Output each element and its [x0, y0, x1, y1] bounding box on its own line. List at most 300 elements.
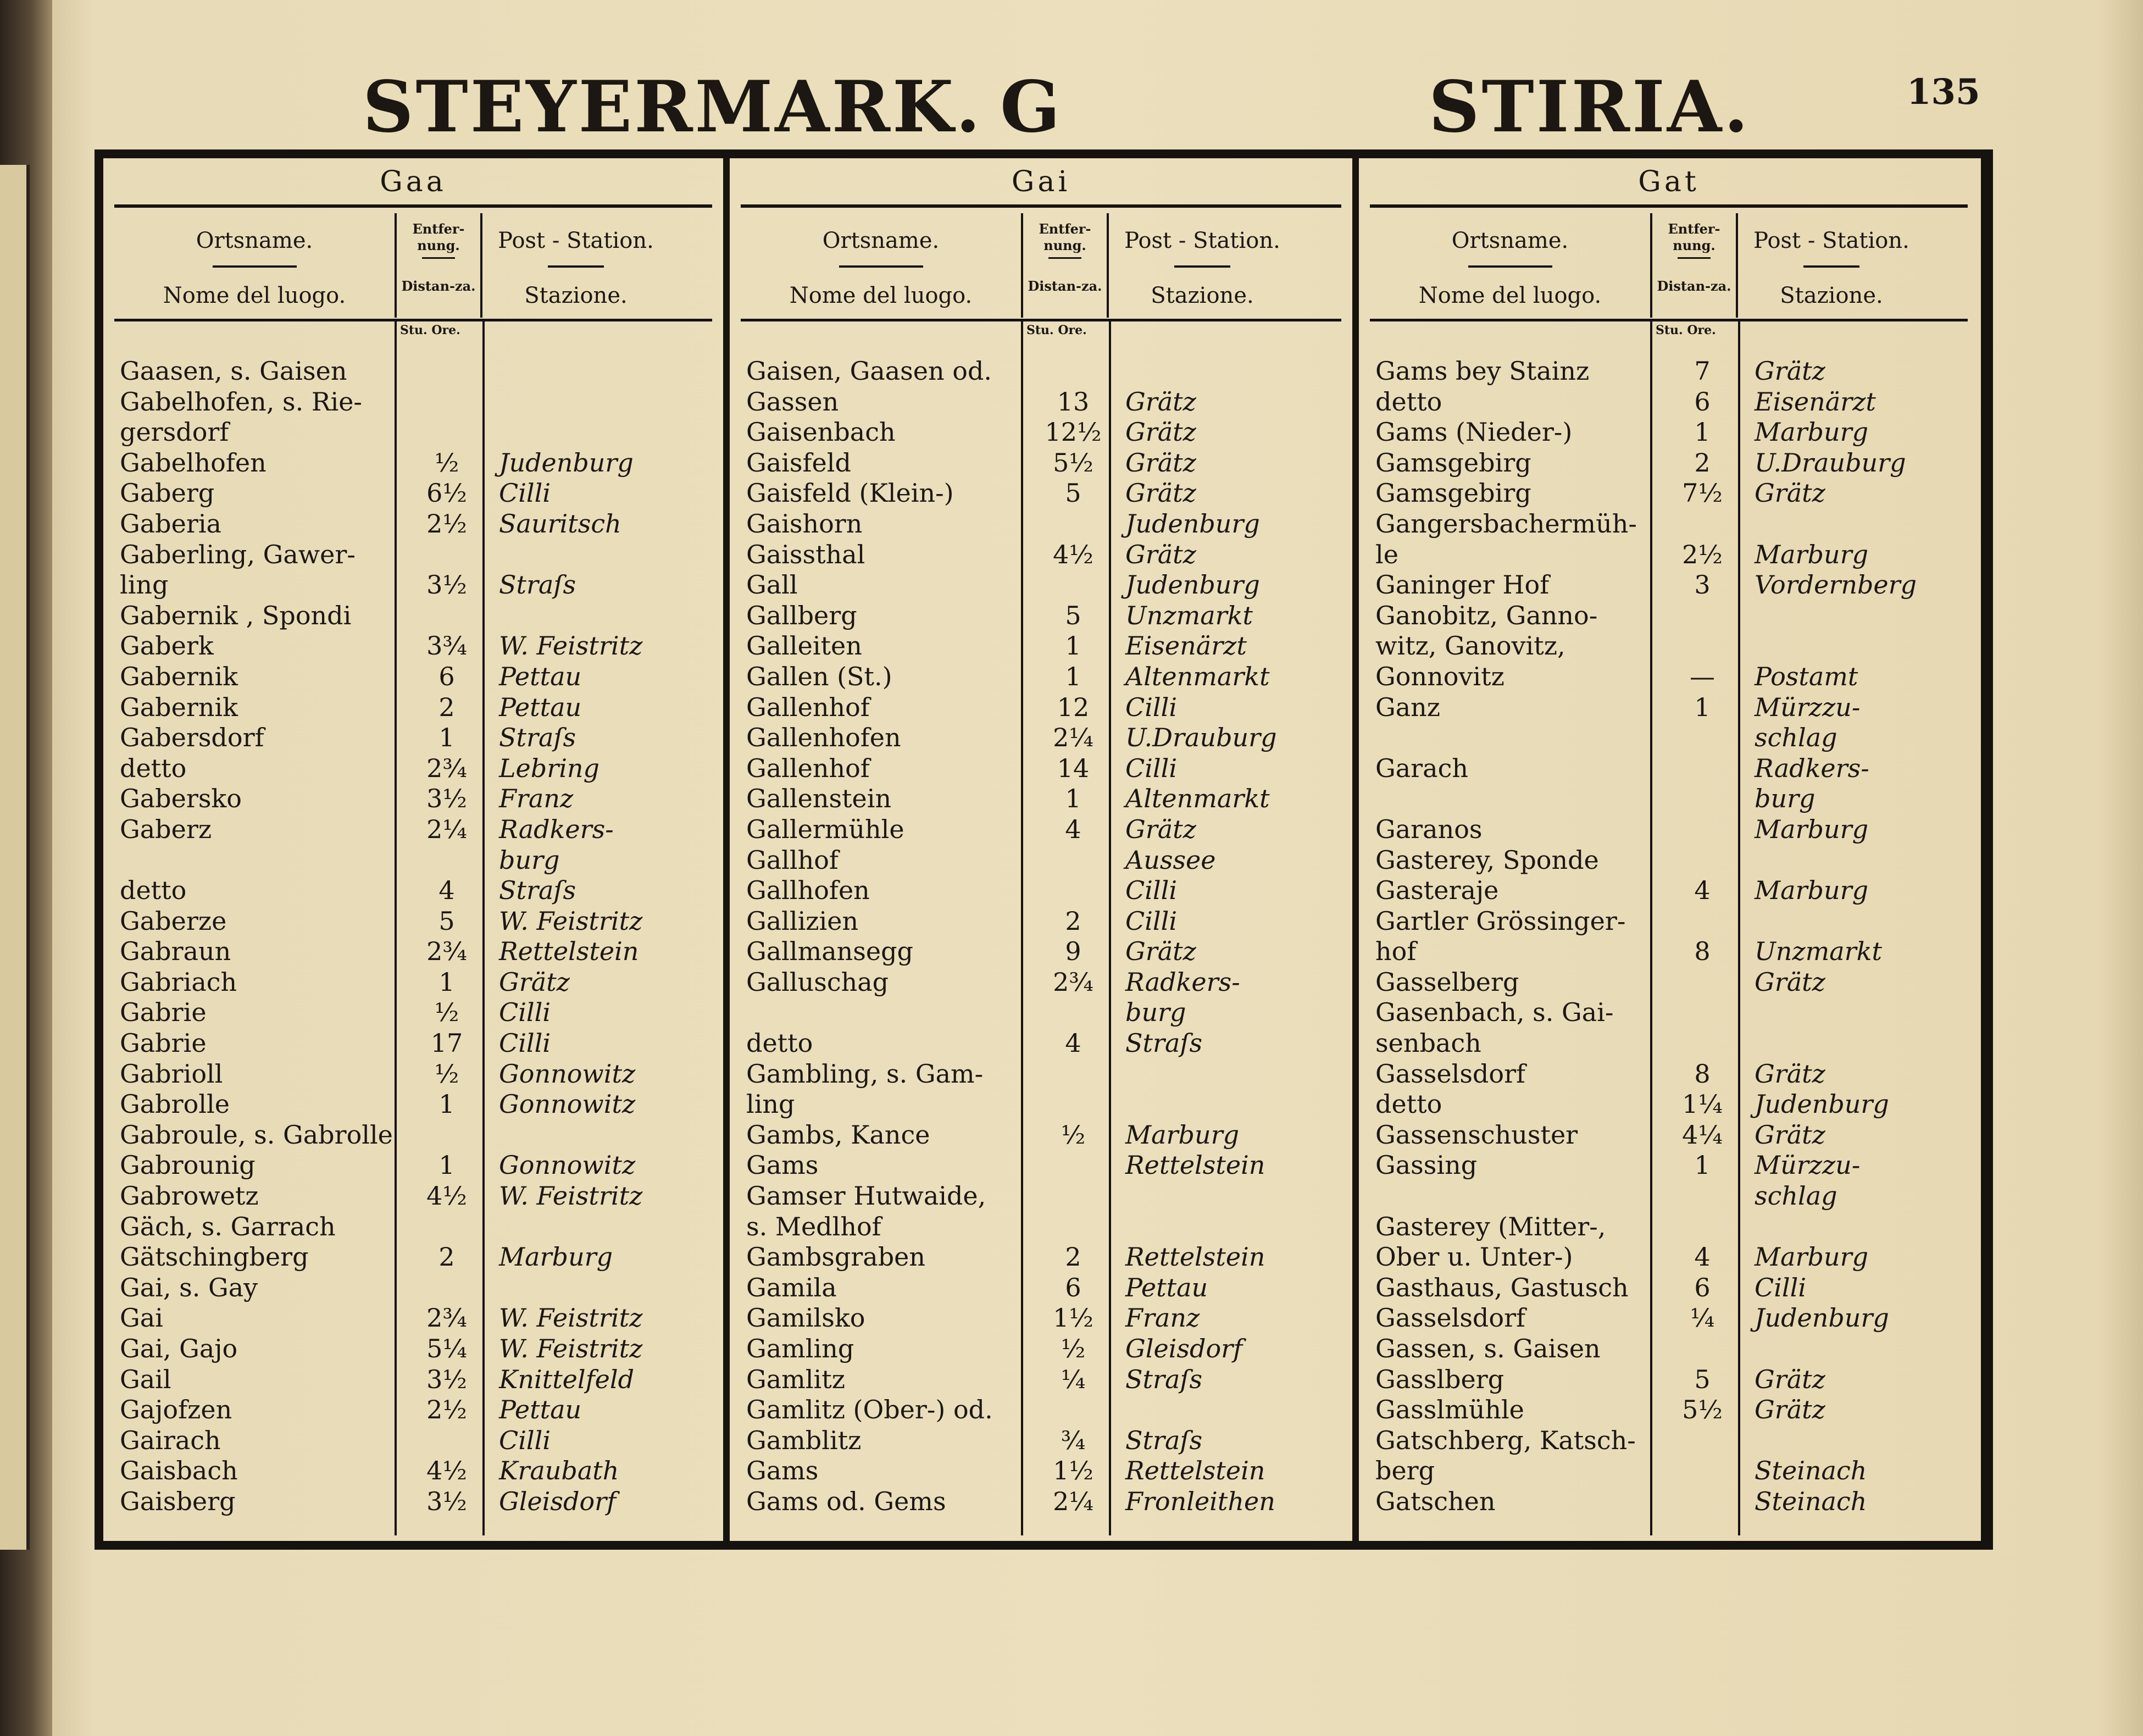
place-name: Gambling, s. Gam-: [746, 1058, 984, 1089]
header-rule: [1370, 319, 1968, 321]
distance: 2¾: [1053, 967, 1093, 997]
distance: ½: [1061, 1119, 1086, 1150]
list-item: [120, 662, 712, 692]
list-item: [1375, 875, 1968, 906]
distance: ½: [434, 1058, 459, 1089]
list-item: [120, 1120, 712, 1151]
distance: 8: [1694, 1058, 1711, 1089]
place-name: Gams: [746, 1456, 819, 1486]
place-name: Gaisfeld (Klein-): [746, 478, 954, 508]
place-name: Gasselsdorf: [1375, 1058, 1526, 1089]
header-separator: [1468, 265, 1552, 268]
place-name: Ganobitz, Ganno-: [1375, 600, 1598, 630]
list-item: [1375, 1212, 1968, 1243]
place-name: Gätschingberg: [120, 1242, 309, 1272]
entry-list: [1375, 356, 1968, 1517]
header-name-italian: Nome del luogo.: [163, 283, 346, 308]
post-station: Radkers-: [1125, 967, 1240, 997]
distance-unit-label: Stu. Ore.: [1026, 323, 1087, 337]
post-station: Radkers-: [1755, 753, 1869, 783]
distance: ¼: [1690, 1303, 1715, 1333]
post-station: Gonnowitz: [499, 1089, 636, 1119]
place-name: s. Medlhof: [746, 1211, 881, 1241]
list-item: [120, 784, 712, 814]
post-station: Grätz: [1125, 814, 1196, 844]
header-distance-german: Entfer-nung.: [1668, 221, 1720, 253]
list-item: [1375, 1426, 1968, 1456]
distance: 4½: [1053, 539, 1093, 569]
place-name: Gabrie: [120, 1028, 207, 1058]
page-number: 135: [1907, 71, 1980, 113]
list-item: [746, 1487, 1341, 1517]
distance: 1: [1065, 631, 1081, 661]
header-name-german: Ortsname.: [196, 228, 313, 253]
distance: 1: [1065, 661, 1081, 691]
distance: 1½: [1053, 1456, 1093, 1486]
post-station: Grätz: [1755, 478, 1825, 508]
list-item: [120, 1487, 712, 1517]
post-station: Pettau: [499, 661, 582, 691]
place-name: Gamila: [746, 1272, 837, 1302]
distance: 14: [1057, 753, 1090, 783]
post-station: Mürzzu-: [1755, 692, 1861, 722]
post-station: Grätz: [1125, 386, 1196, 417]
list-item: [746, 1059, 1341, 1090]
list-item: [120, 1365, 712, 1395]
post-station: Unzmarkt: [1755, 936, 1883, 967]
post-station: U.Drauburg: [1755, 447, 1906, 478]
list-item: [120, 1395, 712, 1426]
distance: 5½: [1682, 1395, 1723, 1425]
place-name: Gassen: [746, 386, 839, 417]
place-name: Gamlitz (Ober-) od.: [746, 1395, 993, 1425]
place-name: Gangersbachermüh-: [1375, 508, 1637, 539]
header-rule: [114, 319, 712, 321]
list-item: [120, 631, 712, 662]
list-item: [746, 784, 1341, 814]
post-station: Straſs: [1125, 1364, 1203, 1394]
list-item: [746, 1395, 1341, 1426]
place-name: witz, Ganovitz,: [1375, 631, 1565, 661]
list-item: [120, 601, 712, 631]
list-item: [746, 509, 1341, 540]
running-head-letter: G: [1000, 66, 1063, 148]
post-station: Straſs: [499, 875, 576, 906]
place-name: Gatschen: [1375, 1486, 1496, 1516]
post-station: Vordernberg: [1755, 570, 1917, 600]
place-name: Gartler Grössinger-: [1375, 906, 1626, 936]
post-station: Lebring: [499, 753, 599, 783]
place-name: Gabrie: [120, 997, 207, 1028]
distance: 1: [438, 1089, 455, 1119]
place-name: Gaberg: [120, 478, 215, 508]
distance: 1¼: [1682, 1089, 1723, 1119]
place-name: Gabrioll: [120, 1058, 223, 1089]
list-item: [1375, 662, 1968, 692]
distance: 4: [1065, 1028, 1081, 1058]
list-item: [120, 1303, 712, 1334]
list-item: [746, 753, 1341, 784]
list-item: [1375, 1487, 1968, 1517]
list-item: [120, 1059, 712, 1090]
post-station: Straſs: [499, 570, 576, 600]
place-name: detto: [120, 753, 187, 783]
list-item: [1375, 1365, 1968, 1395]
place-name: Garach: [1375, 753, 1468, 783]
table-column-gaa: [103, 158, 730, 1541]
distance: 3: [1694, 570, 1711, 600]
header-place-name: [114, 213, 395, 318]
place-name: Gallenhofen: [746, 723, 901, 753]
post-station: Cilli: [499, 1028, 551, 1058]
column-header-row: [1370, 213, 1968, 318]
place-name: Gabernik: [120, 661, 238, 691]
list-item: [1375, 631, 1968, 662]
post-station: Straſs: [499, 723, 576, 753]
place-name: Gaisbach: [120, 1456, 238, 1486]
list-item: [120, 417, 712, 448]
distance: 1: [438, 967, 455, 997]
header-name-german: Ortsname.: [1451, 228, 1569, 253]
place-name: Gonnovitz: [1375, 661, 1504, 691]
post-station: Straſs: [1125, 1028, 1203, 1058]
distance: 6: [1694, 386, 1711, 417]
column-title: Gat: [1638, 165, 1700, 198]
post-station: Marburg: [499, 1242, 613, 1272]
list-item: [120, 1426, 712, 1456]
place-name: Gams: [746, 1150, 819, 1180]
place-name: Gall: [746, 570, 798, 600]
place-name: Gaberling, Gawer-: [120, 539, 356, 569]
place-name: ling: [746, 1089, 795, 1119]
place-name: detto: [1375, 1089, 1442, 1119]
distance: 2¼: [1053, 723, 1093, 753]
place-name: Gallenstein: [746, 784, 892, 814]
distance: 2½: [426, 1395, 467, 1425]
running-head-german: STEYERMARK.: [363, 66, 982, 148]
list-item: [1375, 448, 1968, 479]
post-station: Postamt: [1755, 661, 1858, 691]
list-item: [120, 936, 712, 967]
list-item: [120, 1181, 712, 1212]
list-item: [1375, 417, 1968, 448]
distance: 6½: [426, 478, 467, 508]
post-station: Knittelfeld: [499, 1364, 635, 1394]
distance: ¼: [1061, 1364, 1086, 1394]
header-post-station: [1109, 213, 1296, 318]
place-name: Gajofzen: [120, 1395, 232, 1425]
distance: 2: [438, 1242, 455, 1272]
post-station: Grätz: [1755, 1119, 1825, 1150]
place-name: Gabrolle: [120, 1089, 230, 1119]
post-station: Grätz: [499, 967, 570, 997]
place-name: Gabelhofen: [120, 447, 267, 478]
post-station: Fronleithen: [1125, 1486, 1275, 1516]
distance: 4: [1694, 1242, 1711, 1272]
post-station: Cilli: [499, 997, 551, 1028]
list-item: [746, 540, 1341, 570]
distance: 4½: [426, 1181, 467, 1211]
post-station: Pettau: [499, 1395, 582, 1425]
distance: 1: [1694, 1150, 1711, 1180]
post-station: Grätz: [1755, 1364, 1825, 1394]
post-station: Aussee: [1125, 845, 1216, 875]
list-item: [746, 723, 1341, 753]
distance: 3½: [426, 784, 467, 814]
post-station: Grätz: [1755, 1395, 1825, 1425]
header-place-name: [741, 213, 1021, 318]
post-station: Grätz: [1755, 1058, 1825, 1089]
distance: 2¼: [426, 814, 467, 844]
place-name: Gabersko: [120, 784, 242, 814]
place-name: Gasenbach, s. Gai-: [1375, 997, 1614, 1028]
place-name: Ganz: [1375, 692, 1441, 722]
distance: ½: [434, 447, 459, 478]
distance: 13: [1057, 386, 1090, 417]
list-item: [120, 753, 712, 784]
distance: 2¼: [1053, 1486, 1093, 1516]
gazetteer-table: [95, 149, 1993, 1550]
header-separator: [213, 265, 297, 268]
place-name: Gasthaus, Gastusch: [1375, 1272, 1629, 1302]
place-name: Gabroule, s. Gabrolle: [120, 1119, 393, 1150]
header-distance-german: Entfer-nung.: [1039, 221, 1091, 253]
place-name: Gamblitz: [746, 1425, 862, 1455]
list-item: [746, 631, 1341, 662]
list-item: [746, 662, 1341, 692]
place-name: Ober u. Unter-): [1375, 1242, 1573, 1272]
list-item: [1375, 601, 1968, 631]
list-item: [120, 540, 712, 570]
post-station: W. Feistritz: [499, 1181, 643, 1211]
header-distance: [1650, 213, 1738, 318]
place-name: Gaisen, Gaasen od.: [746, 356, 992, 386]
place-name: Galleiten: [746, 631, 862, 661]
column-header-row: [741, 213, 1341, 318]
place-name: ling: [120, 570, 169, 600]
post-station: Gleisdorf: [499, 1486, 617, 1516]
post-station: Eisenärzt: [1755, 386, 1876, 417]
post-station: Kraubath: [499, 1456, 619, 1486]
header-distance-italian: Distan-za.: [1657, 278, 1731, 294]
post-station: Steinach: [1755, 1486, 1867, 1516]
place-name: Gasterey (Mitter-,: [1375, 1211, 1606, 1241]
list-item: [120, 1212, 712, 1243]
distance: 2: [438, 692, 455, 722]
place-name: Gallenhof: [746, 753, 870, 783]
list-item: [120, 387, 712, 418]
list-item: [1375, 1089, 1968, 1120]
place-name: gersdorf: [120, 417, 229, 447]
list-item: [120, 967, 712, 998]
header-separator: [422, 257, 456, 259]
place-name: Gai: [120, 1303, 163, 1333]
list-item: [120, 997, 712, 1028]
list-item: [1375, 1059, 1968, 1090]
place-name: Gaberia: [120, 508, 221, 539]
post-station: Rettelstein: [1125, 1242, 1265, 1272]
distance: 5: [1065, 478, 1081, 508]
list-item: [1375, 1242, 1968, 1273]
header-post-station: [1738, 213, 1925, 318]
place-name: Gassen, s. Gaisen: [1375, 1334, 1601, 1363]
distance: 8: [1694, 936, 1711, 967]
post-station: Pettau: [1125, 1272, 1208, 1302]
entry-list: [120, 356, 712, 1517]
distance: 4: [438, 875, 455, 906]
header-rule: [1370, 204, 1968, 208]
post-station: Sauritsch: [499, 508, 621, 539]
facing-page-edge: [0, 165, 30, 1550]
place-name: Gaishorn: [746, 508, 863, 539]
place-name: Gäch, s. Garrach: [120, 1211, 336, 1241]
header-station-german: Post - Station.: [1124, 228, 1280, 253]
distance: 2¾: [426, 936, 467, 967]
list-item: [746, 1181, 1341, 1212]
place-name: Gabernik: [120, 692, 238, 722]
distance: 4: [1694, 875, 1711, 906]
post-station: Marburg: [1755, 814, 1869, 844]
list-item: [1375, 387, 1968, 418]
place-name: Gallermühle: [746, 814, 904, 844]
list-item: [1375, 1303, 1968, 1334]
post-station: U.Drauburg: [1125, 723, 1277, 753]
list-item: [120, 1150, 712, 1181]
place-name: Gamsgebirg: [1375, 447, 1531, 478]
place-name: Gallizien: [746, 906, 859, 936]
list-item: [746, 1456, 1341, 1487]
place-name: hof: [1375, 936, 1417, 967]
place-name: Gaberze: [120, 906, 227, 936]
header-station-italian: Stazione.: [1151, 283, 1254, 308]
post-station: Altenmarkt: [1125, 661, 1270, 691]
place-name: Gallenhof: [746, 692, 870, 722]
post-station: Grätz: [1755, 967, 1825, 997]
list-item: [120, 570, 712, 601]
list-item: [746, 1273, 1341, 1304]
table-column-gai: [730, 158, 1359, 1541]
post-station: Grätz: [1125, 417, 1196, 447]
list-item: [746, 845, 1341, 876]
post-station: Judenburg: [499, 447, 634, 478]
place-name: Gaissthal: [746, 539, 865, 569]
place-name: Gallhof: [746, 845, 839, 875]
post-station: schlag: [1755, 723, 1837, 753]
distance: 17: [430, 1028, 463, 1058]
list-item: [1375, 692, 1968, 723]
place-name: Gabrounig: [120, 1150, 256, 1180]
post-station: W. Feistritz: [499, 631, 643, 661]
header-station-italian: Stazione.: [524, 283, 628, 308]
list-item: [1375, 997, 1968, 1028]
list-item: [746, 1303, 1341, 1334]
list-item: [120, 1242, 712, 1273]
place-name: Gaisenbach: [746, 417, 896, 447]
header-separator: [1048, 257, 1082, 259]
post-station: Grätz: [1125, 539, 1196, 569]
distance: ¾: [1061, 1425, 1086, 1455]
place-name: le: [1375, 539, 1398, 569]
list-item: [120, 356, 712, 387]
list-item: [120, 875, 712, 906]
header-distance: [1021, 213, 1109, 318]
place-name: Gairach: [120, 1425, 221, 1455]
list-item: [746, 356, 1341, 387]
list-item: [120, 845, 712, 876]
list-item: [746, 1120, 1341, 1151]
list-item: [746, 1150, 1341, 1181]
list-item: [746, 1089, 1341, 1120]
header-separator: [1174, 265, 1230, 268]
distance-unit-label: Stu. Ore.: [400, 323, 460, 337]
distance: 5: [1694, 1364, 1711, 1394]
list-item: [746, 387, 1341, 418]
header-distance-italian: Distan-za.: [1028, 278, 1102, 294]
list-item: [1375, 1273, 1968, 1304]
list-item: [1375, 356, 1968, 387]
distance: 2¾: [426, 753, 467, 783]
place-name: Gams (Nieder-): [1375, 417, 1573, 447]
post-station: Unzmarkt: [1125, 600, 1253, 630]
place-name: Gamlitz: [746, 1364, 845, 1394]
distance: 5¼: [426, 1334, 467, 1363]
list-item: [746, 1212, 1341, 1243]
place-name: Galluschag: [746, 967, 889, 997]
list-item: [1375, 936, 1968, 967]
place-name: detto: [1375, 386, 1442, 417]
header-post-station: [482, 213, 669, 318]
distance: 5½: [1053, 447, 1093, 478]
place-name: Gatschberg, Katsch-: [1375, 1425, 1636, 1455]
header-rule: [114, 204, 712, 208]
header-rule: [741, 319, 1341, 321]
post-station: Franz: [499, 784, 574, 814]
place-name: Ganinger Hof: [1375, 570, 1550, 600]
post-station: Judenburg: [1125, 508, 1260, 539]
list-item: [1375, 1395, 1968, 1426]
list-item: [120, 448, 712, 479]
place-name: Gams od. Gems: [746, 1486, 946, 1516]
distance: 2: [1065, 1242, 1081, 1272]
list-item: [746, 448, 1341, 479]
column-header-row: [114, 213, 712, 318]
list-item: [1375, 845, 1968, 876]
list-item: [120, 723, 712, 753]
post-station: Cilli: [1755, 1272, 1807, 1302]
place-name: Gaberz: [120, 814, 212, 844]
distance: 7: [1694, 356, 1711, 386]
list-item: [746, 936, 1341, 967]
distance: 2½: [1682, 539, 1723, 569]
distance: 4¼: [1682, 1119, 1723, 1150]
place-name: Gai, Gajo: [120, 1334, 238, 1363]
list-item: [1375, 967, 1968, 998]
distance: 1: [1065, 784, 1081, 814]
place-name: Gasslberg: [1375, 1364, 1504, 1394]
post-station: Marburg: [1755, 417, 1869, 447]
post-station: Marburg: [1755, 1242, 1869, 1272]
distance: 5: [1065, 600, 1081, 630]
list-item: [120, 814, 712, 845]
place-name: Gallen (St.): [746, 661, 892, 691]
distance: 12½: [1045, 417, 1102, 447]
post-station: Cilli: [1125, 875, 1178, 906]
list-item: [746, 967, 1341, 998]
post-station: Steinach: [1755, 1456, 1867, 1486]
distance: 1: [438, 723, 455, 753]
list-item: [1375, 1334, 1968, 1365]
place-name: Gasteraje: [1375, 875, 1499, 906]
